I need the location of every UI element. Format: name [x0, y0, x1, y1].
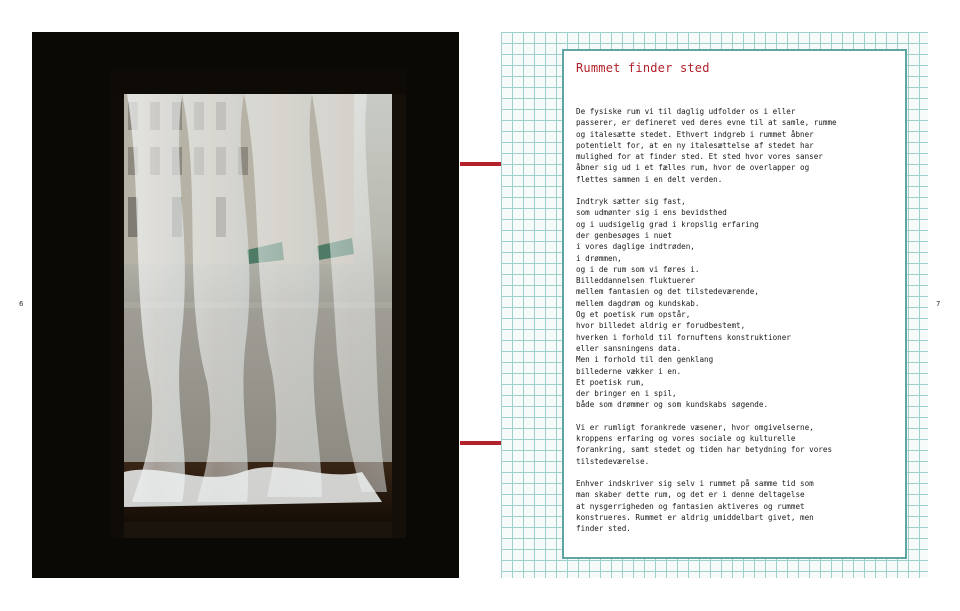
text-line: kroppens erfaring og vores sociale og kulturelle — [576, 434, 796, 444]
text-line: åbner sig ud i et fælles rum, hvor de overlapper og — [576, 163, 810, 173]
text-line: Enhver indskriver sig selv i rummet på samme tid som — [576, 478, 814, 488]
text-line: eller sansningens data. — [576, 343, 682, 353]
text-line: der genbesøges i nuet — [576, 230, 673, 240]
text-line: Og et poetisk rum opstår, — [576, 310, 691, 320]
text-line: flettes sammen i en delt verden. — [576, 174, 723, 184]
text-line: man skaber dette rum, og det er i denne deltagelse — [576, 490, 805, 500]
text-line: som udmønter sig i ens bevidsthed — [576, 208, 727, 218]
text-line: passerer, er defineret ved deres evne til at samle, rumme — [576, 118, 837, 128]
text-line: mulighed for at finder sted. Et sted hvor vores sanser — [576, 152, 823, 162]
text-line: billederne vækker i en. — [576, 366, 682, 376]
text-line: forankring, samt stedet og tiden har betydning for vores — [576, 445, 833, 455]
text-line: Indtryk sætter sig fast, — [576, 197, 686, 207]
text-line: hvor billedet aldrig er forudbestemt, — [576, 321, 746, 331]
text-line: tilstedeværelse. — [576, 456, 650, 466]
text-line: Men i forhold til den genklang — [576, 355, 714, 365]
text-line: og i uudsigelig grad i kropslig erfaring — [576, 219, 759, 229]
text-line: hverken i forhold til fornuftens konstruktioner — [576, 332, 791, 342]
text-line: og i de rum som vi føres i. — [576, 264, 700, 274]
text-line: Et poetisk rum, — [576, 377, 645, 387]
text-line: der bringer en i spil, — [576, 389, 677, 399]
text-line: Vi er rumligt forankrede væsener, hvor omgivelserne, — [576, 422, 814, 432]
article-title: Rummet finder sted — [576, 61, 710, 75]
paragraph-1 — [576, 106, 893, 185]
text-line: i drømmen, — [576, 253, 622, 263]
poem-block — [576, 196, 893, 411]
text-line: i vores daglige indtrøden, — [576, 242, 695, 252]
text-line: mellem fantasien og det tilstedeværende, — [576, 287, 759, 297]
text-line: konstrueres. Rummet er aldrig umiddelbart givet, men — [576, 512, 814, 522]
window-curtain-photo — [32, 32, 459, 578]
paragraph-3 — [576, 478, 893, 534]
text-line: mellem dagdrøm og kundskab. — [576, 298, 700, 308]
connector-line-top — [460, 162, 502, 166]
text-line: og italesætte stedet. Ethvert indgreb i rummet åbner — [576, 129, 814, 139]
text-line: potentielt for, at en ny italesættelse af stedet har — [576, 140, 814, 150]
left-page-number: 6 — [19, 300, 24, 308]
text-line: De fysiske rum vi til daglig udfolder os i eller — [576, 107, 796, 116]
paragraph-2 — [576, 422, 893, 467]
text-line: finder sted. — [576, 524, 631, 534]
right-page-number: 7 — [936, 300, 941, 308]
text-line: Billeddannelsen fluktuerer — [576, 276, 695, 286]
article-body — [576, 106, 893, 534]
text-panel — [562, 49, 907, 559]
connector-line-bottom — [460, 441, 502, 445]
text-line: at nysgerrigheden og fantasien aktiveres og rummet — [576, 501, 805, 511]
text-line: både som drømmer og som kundskabs søgende. — [576, 400, 769, 410]
